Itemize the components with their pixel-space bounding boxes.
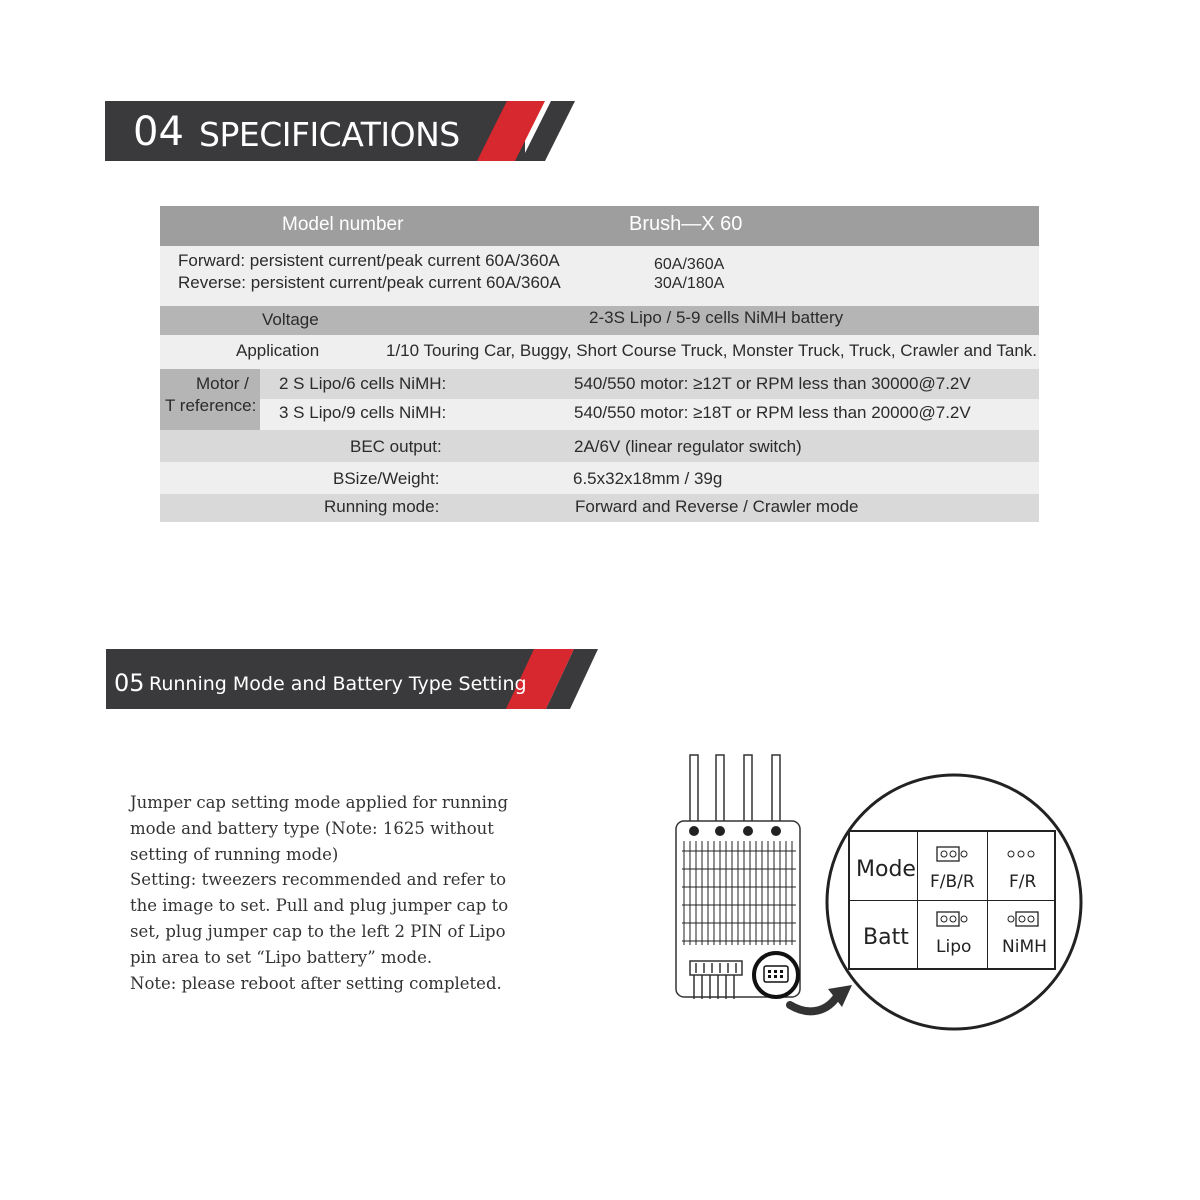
jumper-pins-left-icon — [936, 846, 970, 862]
size-value: 6.5x32x18mm / 39g — [573, 469, 723, 488]
instruction-line: pin area to set “Lipo battery” mode. — [130, 947, 433, 967]
model-number-value: Brush—X 60 — [629, 213, 743, 235]
voltage-row — [160, 306, 1039, 335]
batt-lipo-cell — [918, 901, 988, 968]
jumper-pins-open-icon — [1005, 846, 1039, 862]
section-number: 04 — [133, 109, 184, 155]
forward-current-value: 60A/360A — [654, 256, 725, 273]
motor-reference-label-line1: Motor / — [196, 374, 249, 393]
batt-option-lipo: Lipo — [936, 937, 972, 957]
mode-fr-cell — [988, 832, 1056, 901]
motor-2s-label: 2 S Lipo/6 cells NiMH: — [279, 374, 447, 393]
jumper-pins-left-icon — [936, 911, 970, 927]
table-header-row — [160, 206, 1039, 246]
mode-label: Mode — [856, 857, 916, 882]
motor-row-3s — [260, 399, 1039, 430]
section-title: SPECIFICATIONS — [199, 115, 460, 154]
batt-label: Batt — [863, 925, 909, 950]
voltage-value: 2-3S Lipo / 5-9 cells NiMH battery — [589, 308, 844, 327]
batt-nimh-cell — [988, 901, 1056, 968]
bec-label: BEC output: — [350, 437, 442, 456]
instruction-line: Jumper cap setting mode applied for running — [130, 793, 509, 812]
section-04-banner — [105, 101, 575, 161]
mode-fbr-cell — [918, 832, 988, 901]
section-number: 05 — [114, 669, 145, 697]
jumper-header — [764, 966, 788, 982]
motor-reference-label-cell — [160, 369, 260, 430]
voltage-label: Voltage — [262, 310, 319, 329]
instruction-line: Setting: tweezers recommended and refer to — [130, 870, 507, 890]
section-05-banner — [106, 649, 598, 709]
instruction-line: the image to set. Pull and plug jumper cap to — [130, 896, 509, 916]
instruction-line: Note: please reboot after setting completed. — [130, 973, 502, 993]
application-label: Application — [236, 341, 320, 360]
reverse-current-label: Reverse: persistent current/peak current 60A/360A — [178, 273, 561, 292]
mode-option-fr: F/R — [1009, 872, 1037, 892]
running-mode-value: Forward and Reverse / Crawler mode — [575, 497, 859, 516]
batt-label-cell — [850, 901, 918, 968]
motor-2s-value: 540/550 motor: ≥12T or RPM less than 30000@7.2V — [574, 374, 971, 393]
motor-reference-group — [160, 369, 1039, 430]
motor-reference-label-line2: T reference: — [165, 396, 257, 415]
jumper-settings-grid — [848, 830, 1056, 970]
motor-3s-label: 3 S Lipo/9 cells NiMH: — [279, 403, 447, 422]
instruction-line: setting of running mode) — [130, 844, 339, 864]
running-mode-label: Running mode: — [324, 497, 440, 516]
bec-row — [160, 430, 1039, 462]
reverse-current-value: 30A/180A — [654, 275, 725, 292]
batt-option-nimh: NiMH — [1002, 937, 1047, 957]
model-number-label: Model number — [282, 214, 404, 235]
jumper-pins-right-icon — [1005, 911, 1039, 927]
current-row — [160, 246, 1039, 306]
instruction-line: set, plug jumper cap to the left 2 PIN of Lipo — [130, 921, 506, 941]
application-value: 1/10 Touring Car, Buggy, Short Course Truck, Monster Truck, Truck, Crawler and Tank. — [386, 341, 1038, 360]
section-title: Running Mode and Battery Type Setting — [149, 673, 527, 695]
instruction-line: mode and battery type (Note: 1625 without — [130, 818, 494, 838]
jumper-instructions — [130, 790, 600, 996]
motor-row-2s — [260, 369, 1039, 399]
application-row — [160, 335, 1039, 369]
esc-board-illustration — [676, 755, 800, 999]
zoom-arrow-icon — [790, 995, 838, 1011]
running-mode-row — [160, 494, 1039, 522]
size-row — [160, 462, 1039, 494]
forward-current-label: Forward: persistent current/peak current 60A/360A — [178, 251, 560, 270]
mode-label-cell — [850, 832, 918, 901]
esc-wires — [690, 755, 780, 829]
motor-3s-value: 540/550 motor: ≥18T or RPM less than 20000@7.2V — [574, 403, 971, 422]
mode-option-fbr: F/B/R — [930, 872, 975, 892]
size-label: BSize/Weight: — [333, 469, 440, 488]
bec-value: 2A/6V (linear regulator switch) — [574, 437, 802, 456]
specifications-table — [160, 206, 1039, 522]
